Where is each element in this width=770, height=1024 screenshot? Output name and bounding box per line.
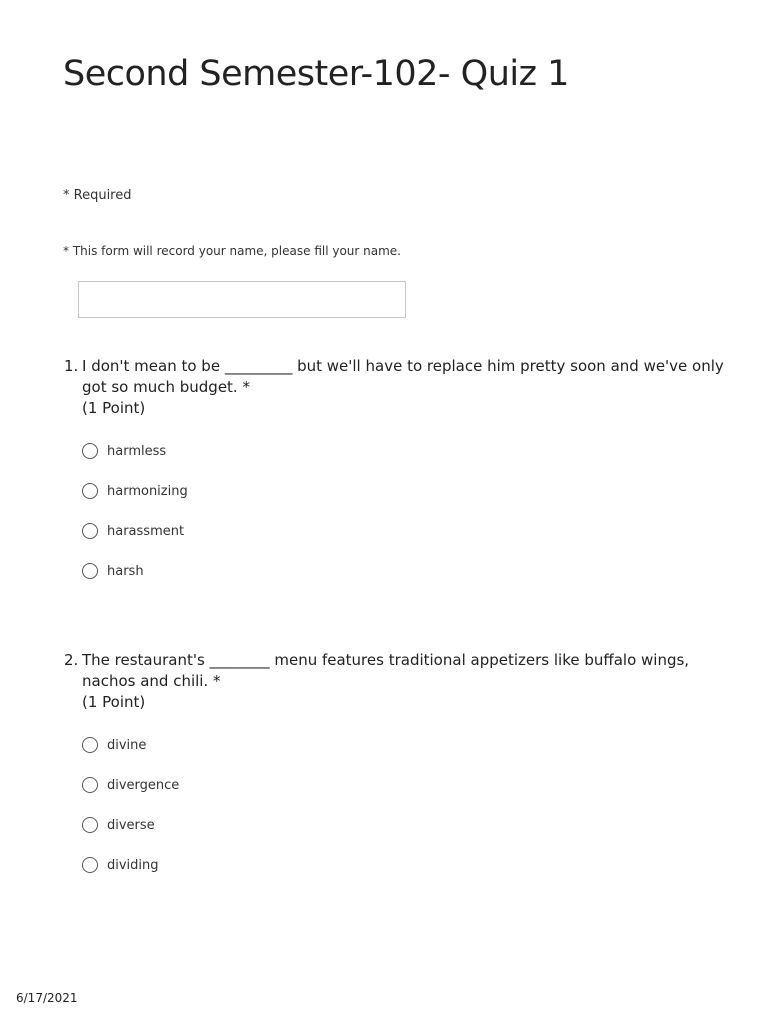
question-2-header xyxy=(64,650,724,713)
name-input[interactable] xyxy=(78,281,406,318)
radio-button[interactable] xyxy=(82,817,98,833)
option-label: divine xyxy=(107,737,147,753)
required-note: * Required xyxy=(63,188,132,203)
option-label: diverse xyxy=(107,817,155,833)
option-harmonizing[interactable] xyxy=(82,471,724,511)
radio-button[interactable] xyxy=(82,777,98,793)
question-number: 2. xyxy=(64,651,79,669)
question-text: The restaurant's ________ menu features traditional appetizers like buffalo wings, nachos and chili. * xyxy=(82,651,690,690)
option-label: harsh xyxy=(107,563,144,579)
question-points: (1 Point) xyxy=(82,693,146,711)
option-label: harassment xyxy=(107,523,185,539)
print-date: 6/17/2021 xyxy=(16,991,78,1005)
form-title: Second Semester-102- Quiz 1 xyxy=(63,54,569,94)
option-harassment[interactable] xyxy=(82,511,724,551)
option-dividing[interactable] xyxy=(82,845,724,885)
option-label: harmless xyxy=(107,443,167,459)
question-2 xyxy=(64,650,724,885)
option-label: dividing xyxy=(107,857,159,873)
radio-button[interactable] xyxy=(82,483,98,499)
radio-button[interactable] xyxy=(82,737,98,753)
option-label: harmonizing xyxy=(107,483,188,499)
option-harsh[interactable] xyxy=(82,551,724,591)
question-2-options xyxy=(64,725,724,885)
option-harmless[interactable] xyxy=(82,431,724,471)
option-diverse[interactable] xyxy=(82,805,724,845)
question-1-options xyxy=(64,431,724,591)
question-number: 1. xyxy=(64,357,79,375)
question-text: I don't mean to be _________ but we'll have to replace him pretty soon and we've only got so much budget. * xyxy=(82,357,724,396)
option-divine[interactable] xyxy=(82,725,724,765)
radio-button[interactable] xyxy=(82,563,98,579)
option-label: divergence xyxy=(107,777,180,793)
question-1 xyxy=(64,356,724,591)
radio-button[interactable] xyxy=(82,857,98,873)
question-points: (1 Point) xyxy=(82,399,146,417)
question-1-header xyxy=(64,356,724,419)
option-divergence[interactable] xyxy=(82,765,724,805)
radio-button[interactable] xyxy=(82,443,98,459)
name-record-notice: * This form will record your name, please fill your name. xyxy=(63,244,401,258)
radio-button[interactable] xyxy=(82,523,98,539)
